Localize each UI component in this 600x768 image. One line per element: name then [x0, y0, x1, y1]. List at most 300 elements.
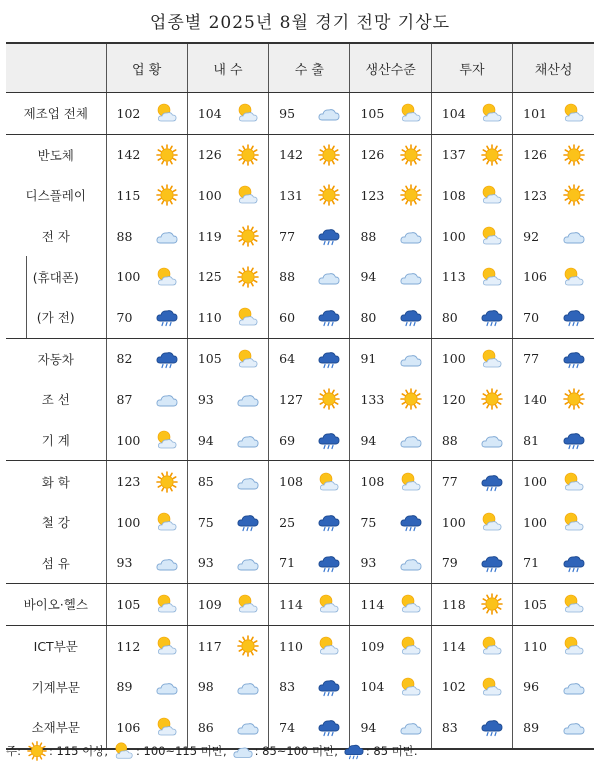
- cloud-icon: [155, 225, 179, 247]
- index-value: 80: [360, 309, 377, 325]
- index-value: 93: [197, 391, 214, 407]
- sun-cloud-icon: [480, 266, 504, 288]
- rain-icon: [317, 552, 341, 574]
- forecast-cell: [269, 216, 350, 257]
- sun-icon: [399, 184, 423, 206]
- sun-cloud-icon: [155, 511, 179, 533]
- rain-icon: [317, 348, 341, 370]
- forecast-cell: [187, 461, 268, 502]
- index-value: 126: [197, 147, 222, 163]
- forecast-cell: [431, 134, 512, 175]
- index-value: 142: [116, 147, 141, 163]
- cloud-icon: [236, 716, 260, 738]
- index-value: 71: [523, 555, 540, 571]
- index-value: 115: [116, 187, 141, 203]
- index-value: 119: [197, 228, 222, 244]
- index-value: 70: [523, 309, 540, 325]
- forecast-cell: [513, 584, 594, 626]
- forecast-cell: [106, 216, 187, 257]
- rain-icon: [480, 306, 504, 328]
- cloud-icon: [317, 266, 341, 288]
- index-value: 123: [523, 187, 547, 203]
- forecast-cell: [187, 666, 268, 707]
- forecast-cell: [350, 134, 431, 175]
- forecast-cell: [269, 175, 350, 216]
- forecast-cell: [350, 256, 431, 297]
- index-value: 82: [116, 351, 133, 367]
- cloud-icon: [399, 266, 423, 288]
- index-value: 105: [116, 596, 141, 612]
- forecast-cell: [106, 584, 187, 626]
- index-value: 120: [441, 391, 466, 407]
- index-value: 83: [441, 719, 458, 735]
- table-row: [6, 502, 594, 543]
- table-row: [6, 666, 594, 707]
- sun-cloud-icon: [562, 511, 586, 533]
- index-value: 114: [441, 638, 466, 654]
- index-value: 126: [360, 147, 385, 163]
- sun-icon: [236, 635, 260, 657]
- index-value: 126: [523, 147, 547, 163]
- sun-cloud-icon: [317, 471, 341, 493]
- row-label: [6, 134, 106, 175]
- index-value: 64: [279, 351, 296, 367]
- cloud-icon: [399, 225, 423, 247]
- sun-icon: [480, 388, 504, 410]
- index-value: 70: [116, 309, 133, 325]
- rain-icon: [317, 511, 341, 533]
- table-header-row: [6, 43, 594, 93]
- forecast-cell: [106, 297, 187, 338]
- index-value: 89: [116, 679, 133, 695]
- legend-text: : 85~100 미만,: [254, 744, 338, 758]
- forecast-table: [6, 42, 594, 750]
- row-label-text: 제조업 전체: [23, 106, 88, 122]
- row-label-text: 조 선: [41, 392, 70, 408]
- forecast-cell: [431, 584, 512, 626]
- row-label-text: 섬 유: [41, 555, 70, 571]
- forecast-cell: [187, 93, 268, 135]
- rain-icon: [155, 306, 179, 328]
- forecast-cell: [431, 420, 512, 461]
- index-value: 77: [523, 351, 540, 367]
- sun-cloud-icon: [236, 348, 260, 370]
- index-value: 109: [360, 638, 385, 654]
- sun-cloud-icon: [562, 593, 586, 615]
- index-value: 117: [197, 638, 222, 654]
- row-label: [6, 666, 106, 707]
- rain-icon: [317, 716, 341, 738]
- sun-cloud-icon: [562, 471, 586, 493]
- sun-cloud-icon: [562, 102, 586, 124]
- sun-cloud-icon: [317, 635, 341, 657]
- legend-prefix: 주:: [6, 744, 21, 758]
- forecast-cell: [106, 543, 187, 584]
- forecast-cell: [269, 502, 350, 543]
- sun-icon: [236, 266, 260, 288]
- forecast-cell: [350, 625, 431, 666]
- forecast-cell: [513, 625, 594, 666]
- forecast-cell: [513, 134, 594, 175]
- rain-icon: [317, 676, 341, 698]
- row-label-text: 기 계: [41, 433, 70, 449]
- forecast-cell: [513, 502, 594, 543]
- forecast-cell: [350, 584, 431, 626]
- index-value: 85: [197, 474, 214, 490]
- index-value: 71: [279, 555, 296, 571]
- cloud-icon: [236, 552, 260, 574]
- forecast-cell: [106, 461, 187, 502]
- index-value: 95: [279, 105, 296, 121]
- forecast-cell: [269, 379, 350, 420]
- sun-cloud-icon: [155, 716, 179, 738]
- forecast-cell: [513, 256, 594, 297]
- sun-cloud-icon: [317, 593, 341, 615]
- index-value: 88: [441, 432, 458, 448]
- cloud-icon: [562, 716, 586, 738]
- sun-cloud-icon: [155, 635, 179, 657]
- forecast-cell: [187, 297, 268, 338]
- forecast-cell: [106, 93, 187, 135]
- forecast-cell: [431, 175, 512, 216]
- index-value: 108: [441, 187, 466, 203]
- forecast-cell: [106, 420, 187, 461]
- sun-icon: [562, 184, 586, 206]
- cloud-icon: [236, 388, 260, 410]
- index-value: 104: [360, 679, 385, 695]
- index-value: 69: [279, 432, 296, 448]
- index-value: 125: [197, 269, 222, 285]
- table-row: [6, 175, 594, 216]
- index-value: 88: [279, 269, 296, 285]
- forecast-cell: [431, 666, 512, 707]
- index-value: 92: [523, 228, 540, 244]
- cloud-icon: [562, 676, 586, 698]
- sun-icon: [155, 184, 179, 206]
- forecast-cell: [106, 256, 187, 297]
- sun-cloud-icon: [399, 635, 423, 657]
- forecast-cell: [106, 175, 187, 216]
- sun-icon: [399, 388, 423, 410]
- index-value: 88: [360, 228, 377, 244]
- row-label: [6, 543, 106, 584]
- row-label: [6, 461, 106, 502]
- index-value: 96: [523, 679, 540, 695]
- forecast-cell: [269, 134, 350, 175]
- cloud-icon: [236, 471, 260, 493]
- legend-text: : 100~115 미만,: [136, 744, 227, 758]
- cloud-icon: [236, 676, 260, 698]
- index-value: 88: [116, 228, 133, 244]
- forecast-cell: [513, 461, 594, 502]
- page-title: 업종별 2025년 8월 경기 전망 기상도: [149, 13, 451, 33]
- forecast-cell: [431, 502, 512, 543]
- forecast-cell: [350, 338, 431, 379]
- rain-icon: [399, 511, 423, 533]
- index-value: 94: [360, 719, 377, 735]
- index-value: 131: [279, 187, 304, 203]
- sun-cloud-icon: [113, 741, 135, 761]
- forecast-cell: [106, 502, 187, 543]
- table-row: [6, 338, 594, 379]
- forecast-cell: [187, 625, 268, 666]
- index-value: 101: [523, 105, 547, 121]
- table-row: [6, 584, 594, 626]
- index-value: 98: [197, 679, 214, 695]
- index-value: 123: [360, 187, 385, 203]
- sub-row-bracket: [26, 256, 27, 297]
- sun-cloud-icon: [480, 102, 504, 124]
- index-value: 91: [360, 351, 377, 367]
- row-label-text: 디스플레이: [25, 188, 86, 204]
- rain-icon: [480, 552, 504, 574]
- index-value: 80: [441, 309, 458, 325]
- index-value: 94: [360, 432, 377, 448]
- forecast-cell: [187, 175, 268, 216]
- row-label-text: 화 학: [41, 474, 70, 490]
- index-value: 89: [523, 719, 540, 735]
- table-row: [6, 461, 594, 502]
- sun-cloud-icon: [480, 225, 504, 247]
- forecast-cell: [431, 461, 512, 502]
- rain-icon: [399, 306, 423, 328]
- forecast-cell: [350, 461, 431, 502]
- index-value: 100: [523, 514, 547, 530]
- row-label-text: 기계부문: [31, 679, 80, 695]
- index-value: 93: [197, 555, 214, 571]
- index-value: 77: [279, 228, 296, 244]
- sun-icon: [562, 388, 586, 410]
- rain-icon: [343, 741, 365, 761]
- index-value: 127: [279, 391, 304, 407]
- index-value: 100: [116, 432, 141, 448]
- sun-cloud-icon: [155, 266, 179, 288]
- index-value: 112: [116, 638, 141, 654]
- forecast-cell: [350, 175, 431, 216]
- forecast-cell: [513, 338, 594, 379]
- rain-icon: [155, 348, 179, 370]
- table-row: [6, 134, 594, 175]
- index-value: 105: [197, 351, 222, 367]
- row-label-text: 반도체: [37, 147, 74, 163]
- row-label: [6, 93, 106, 135]
- sun-icon: [317, 144, 341, 166]
- forecast-cell: [187, 420, 268, 461]
- sun-cloud-icon: [236, 102, 260, 124]
- legend: [6, 741, 422, 761]
- index-value: 94: [197, 432, 214, 448]
- forecast-cell: [431, 543, 512, 584]
- forecast-cell: [106, 338, 187, 379]
- forecast-cell: [269, 420, 350, 461]
- cloud-icon: [399, 552, 423, 574]
- forecast-cell: [106, 666, 187, 707]
- sun-cloud-icon: [480, 348, 504, 370]
- index-value: 113: [441, 269, 466, 285]
- row-label-text: 바이오·헬스: [23, 597, 88, 613]
- index-value: 133: [360, 391, 385, 407]
- cloud-icon: [399, 716, 423, 738]
- index-value: 104: [197, 105, 222, 121]
- header-업황: 업 황: [106, 43, 187, 93]
- sun-cloud-icon: [155, 102, 179, 124]
- table-row: [6, 93, 594, 135]
- row-label: [6, 420, 106, 461]
- index-value: 140: [523, 391, 547, 407]
- forecast-cell: [513, 379, 594, 420]
- index-value: 114: [279, 596, 304, 612]
- forecast-cell: [350, 93, 431, 135]
- index-value: 100: [441, 351, 466, 367]
- index-value: 79: [441, 555, 458, 571]
- sun-icon: [26, 741, 48, 761]
- forecast-cell: [187, 543, 268, 584]
- row-label: [6, 256, 106, 297]
- forecast-cell: [513, 543, 594, 584]
- cloud-icon: [317, 102, 341, 124]
- sun-icon: [155, 144, 179, 166]
- table-row: [6, 420, 594, 461]
- index-value: 105: [360, 105, 385, 121]
- cloud-icon: [236, 429, 260, 451]
- forecast-cell: [269, 461, 350, 502]
- header-내수: 내 수: [187, 43, 268, 93]
- cloud-icon: [155, 676, 179, 698]
- rain-icon: [562, 348, 586, 370]
- sun-icon: [480, 593, 504, 615]
- forecast-cell: [431, 338, 512, 379]
- index-value: 110: [279, 638, 304, 654]
- sun-icon: [562, 144, 586, 166]
- row-label-text: 전 자: [41, 229, 70, 245]
- row-label-text: ICT부문: [33, 639, 78, 655]
- forecast-cell: [350, 666, 431, 707]
- legend-text: : 85 미만.: [365, 744, 418, 758]
- index-value: 87: [116, 391, 133, 407]
- forecast-cell: [513, 216, 594, 257]
- cloud-icon: [399, 429, 423, 451]
- table-row: [6, 256, 594, 297]
- forecast-cell: [513, 175, 594, 216]
- index-value: 108: [279, 474, 304, 490]
- forecast-cell: [269, 256, 350, 297]
- sun-cloud-icon: [480, 635, 504, 657]
- cloud-icon: [562, 225, 586, 247]
- rain-icon: [317, 429, 341, 451]
- index-value: 100: [197, 187, 222, 203]
- header-투자: 투자: [431, 43, 512, 93]
- index-value: 110: [197, 309, 222, 325]
- table-row: [6, 625, 594, 666]
- index-value: 74: [279, 719, 296, 735]
- forecast-cell: [269, 584, 350, 626]
- sun-icon: [480, 144, 504, 166]
- forecast-cell: [269, 543, 350, 584]
- rain-icon: [562, 429, 586, 451]
- header-corner: [6, 43, 106, 93]
- sun-cloud-icon: [562, 635, 586, 657]
- sun-icon: [155, 471, 179, 493]
- index-value: 142: [279, 147, 304, 163]
- cloud-icon: [155, 552, 179, 574]
- rain-icon: [236, 511, 260, 533]
- forecast-cell: [350, 543, 431, 584]
- index-value: 100: [116, 269, 141, 285]
- index-value: 81: [523, 432, 540, 448]
- sun-icon: [399, 144, 423, 166]
- row-label: [6, 584, 106, 626]
- table-row: [6, 543, 594, 584]
- index-value: 77: [441, 474, 458, 490]
- sun-icon: [236, 144, 260, 166]
- forecast-cell: [187, 256, 268, 297]
- row-label: [6, 297, 106, 338]
- header-생산수준: 생산수준: [350, 43, 431, 93]
- forecast-cell: [431, 707, 512, 749]
- forecast-cell: [269, 297, 350, 338]
- rain-icon: [562, 552, 586, 574]
- forecast-cell: [513, 707, 594, 749]
- forecast-cell: [431, 297, 512, 338]
- forecast-cell: [431, 256, 512, 297]
- forecast-cell: [431, 625, 512, 666]
- row-label-text: 자동차: [37, 351, 74, 367]
- header-수출: 수 출: [269, 43, 350, 93]
- index-value: 100: [441, 514, 466, 530]
- index-value: 110: [523, 638, 547, 654]
- row-label: [6, 502, 106, 543]
- index-value: 104: [441, 105, 466, 121]
- forecast-cell: [269, 625, 350, 666]
- cloud-icon: [480, 429, 504, 451]
- forecast-cell: [350, 216, 431, 257]
- forecast-cell: [350, 502, 431, 543]
- table-row: [6, 216, 594, 257]
- forecast-cell: [187, 379, 268, 420]
- index-value: 106: [523, 269, 547, 285]
- forecast-cell: [187, 134, 268, 175]
- forecast-cell: [513, 297, 594, 338]
- forecast-cell: [350, 420, 431, 461]
- forecast-cell: [350, 379, 431, 420]
- index-value: 60: [279, 309, 296, 325]
- sun-cloud-icon: [236, 306, 260, 328]
- rain-icon: [480, 471, 504, 493]
- forecast-cell: [187, 584, 268, 626]
- forecast-cell: [513, 93, 594, 135]
- row-label-text: (휴대폰): [32, 269, 79, 285]
- cloud-icon: [399, 348, 423, 370]
- row-label: [6, 338, 106, 379]
- row-label: [6, 379, 106, 420]
- row-label-text: 철 강: [41, 515, 70, 531]
- forecast-cell: [187, 216, 268, 257]
- index-value: 118: [441, 596, 466, 612]
- index-value: 100: [523, 474, 547, 490]
- index-value: 102: [441, 679, 466, 695]
- forecast-cell: [106, 379, 187, 420]
- table-row: [6, 379, 594, 420]
- index-value: 25: [279, 514, 296, 530]
- forecast-cell: [431, 379, 512, 420]
- index-value: 75: [197, 514, 214, 530]
- row-label: [6, 216, 106, 257]
- rain-icon: [317, 225, 341, 247]
- forecast-cell: [513, 666, 594, 707]
- cloud-icon: [232, 741, 254, 761]
- row-label-text: (가 전): [36, 310, 75, 326]
- sun-icon: [317, 388, 341, 410]
